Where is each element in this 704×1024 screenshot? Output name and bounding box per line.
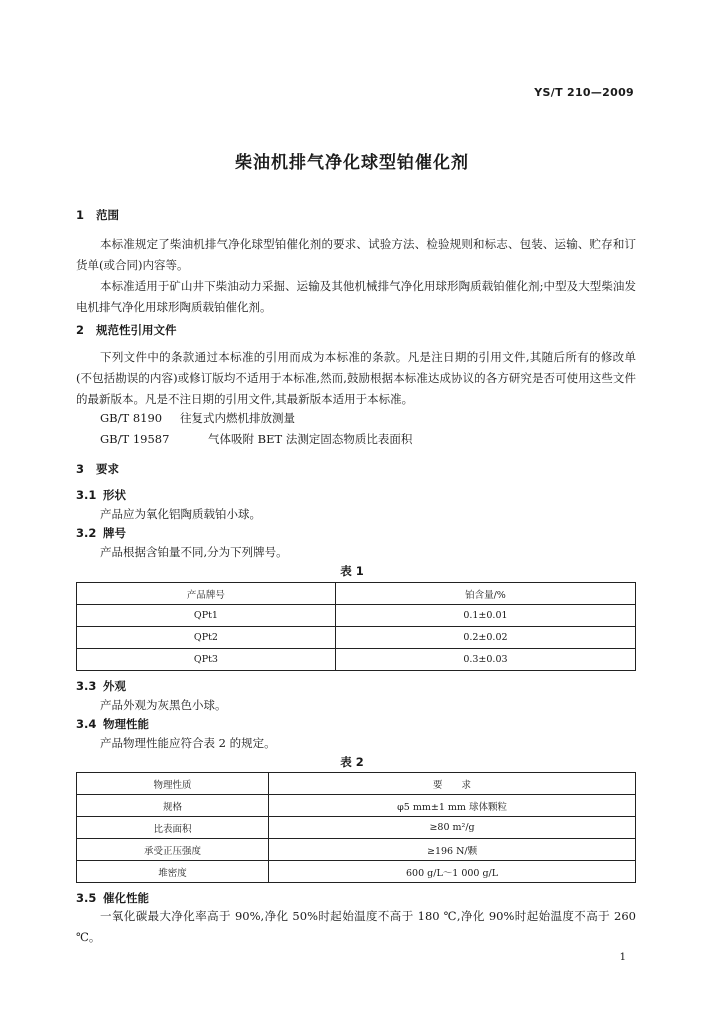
section-3-2-heading: [76, 525, 126, 541]
normative-reference-2: [100, 431, 412, 447]
reference-title: 气体吸附 BET 法测定固态物质比表面积: [208, 432, 413, 446]
section-number: 3.4: [76, 717, 97, 731]
table-cell: 比表面积: [77, 817, 269, 839]
section-number: 3.3: [76, 679, 97, 693]
table-row: [77, 817, 636, 839]
table-2-caption: 表 2: [340, 755, 364, 769]
section-3-3-text: 产品外观为灰黑色小球。: [100, 698, 227, 712]
section-title: 牌号: [103, 526, 126, 540]
section-title: 规范性引用文件: [96, 323, 177, 337]
table-row: [77, 861, 636, 883]
reference-code: GB/T 8190: [100, 411, 163, 425]
table-header-cell: 物理性质: [77, 773, 269, 795]
section-number: 3.2: [76, 526, 97, 540]
section-number: 2: [76, 323, 85, 337]
section-title: 范围: [96, 208, 119, 222]
normative-reference-1: [100, 410, 295, 426]
table-cell: ≥80 m²/g: [269, 817, 636, 839]
section-title: 要求: [96, 462, 119, 476]
section-3-5-text: 一氧化碳最大净化率高于 90%,净化 50%时起始温度不高于 180 ℃,净化 90%时起始温度不高于 260 ℃。: [76, 909, 636, 944]
table-header-cell: 产品牌号: [77, 583, 336, 605]
section-1-paragraph-1: 本标准规定了柴油机排气净化球型铂催化剂的要求、试验方法、检验规则和标志、包装、运输、贮存和订货单(或合同)内容等。: [76, 237, 636, 272]
table-cell: 0.1±0.01: [335, 605, 635, 627]
table-cell: φ5 mm±1 mm 球体颗粒: [269, 795, 636, 817]
table-header-cell: 铂含量/%: [335, 583, 635, 605]
section-3-4-text: 产品物理性能应符合表 2 的规定。: [100, 736, 276, 750]
section-3-4-heading: [76, 716, 149, 732]
section-number: 3.5: [76, 891, 97, 905]
section-title: 形状: [103, 488, 126, 502]
table-row: [77, 605, 636, 627]
table-row: [77, 795, 636, 817]
section-title: 外观: [103, 679, 126, 693]
reference-code: GB/T 19587: [100, 432, 170, 446]
table-cell: QPt3: [77, 649, 336, 671]
section-number: 3.1: [76, 488, 97, 502]
section-3-1-heading: [76, 487, 126, 503]
page-number: 1: [619, 952, 626, 963]
table-cell: 0.2±0.02: [335, 627, 635, 649]
table-cell: QPt2: [77, 627, 336, 649]
table-cell: 承受正压强度: [77, 839, 269, 861]
table-cell: QPt1: [77, 605, 336, 627]
table-row: [77, 839, 636, 861]
section-3-3-heading: [76, 678, 126, 694]
table-cell: 规格: [77, 795, 269, 817]
table-row: [77, 649, 636, 671]
table-2: [76, 772, 636, 883]
section-3-2-text: 产品根据含铂量不同,分为下列牌号。: [100, 545, 288, 559]
document-title: 柴油机排气净化球型铂催化剂: [235, 153, 469, 173]
section-number: 1: [76, 208, 85, 222]
section-title: 物理性能: [103, 717, 149, 731]
section-3-5-heading: [76, 890, 149, 906]
section-title: 催化性能: [103, 891, 149, 905]
table-header-cell: 要 求: [269, 773, 636, 795]
section-1-paragraph-2: 本标准适用于矿山井下柴油动力采掘、运输及其他机械排气净化用球形陶质载铂催化剂;中型及大型柴油发电机排气净化用球形陶质载铂催化剂。: [76, 279, 636, 314]
section-2-paragraph-1: 下列文件中的条款通过本标准的引用而成为本标准的条款。凡是注日期的引用文件,其随后所有的修改单(不包括勘误的内容)或修订版均不适用于本标准,然而,鼓励根据本标准达成协议的各方研究是否可使用这些文件的最新版本。凡是不注日期的引用文件,其最新版本适用于本标准。: [76, 350, 636, 406]
section-3-1-text: 产品应为氧化铝陶质载铂小球。: [100, 507, 261, 521]
section-2-heading: [76, 322, 177, 338]
table-header-row: [77, 773, 636, 795]
table-row: [77, 627, 636, 649]
section-1-heading: [76, 207, 119, 223]
table-cell: ≥196 N/颗: [269, 839, 636, 861]
section-number: 3: [76, 462, 85, 476]
table-cell: 堆密度: [77, 861, 269, 883]
table-1-caption: 表 1: [340, 564, 364, 578]
table-1: [76, 582, 636, 671]
table-cell: 0.3±0.03: [335, 649, 635, 671]
section-3-heading: [76, 461, 119, 477]
standard-code: YS/T 210—2009: [534, 86, 634, 99]
table-cell: 600 g/L～1 000 g/L: [269, 861, 636, 883]
reference-title: 往复式内燃机排放测量: [180, 411, 295, 425]
table-header-row: [77, 583, 636, 605]
